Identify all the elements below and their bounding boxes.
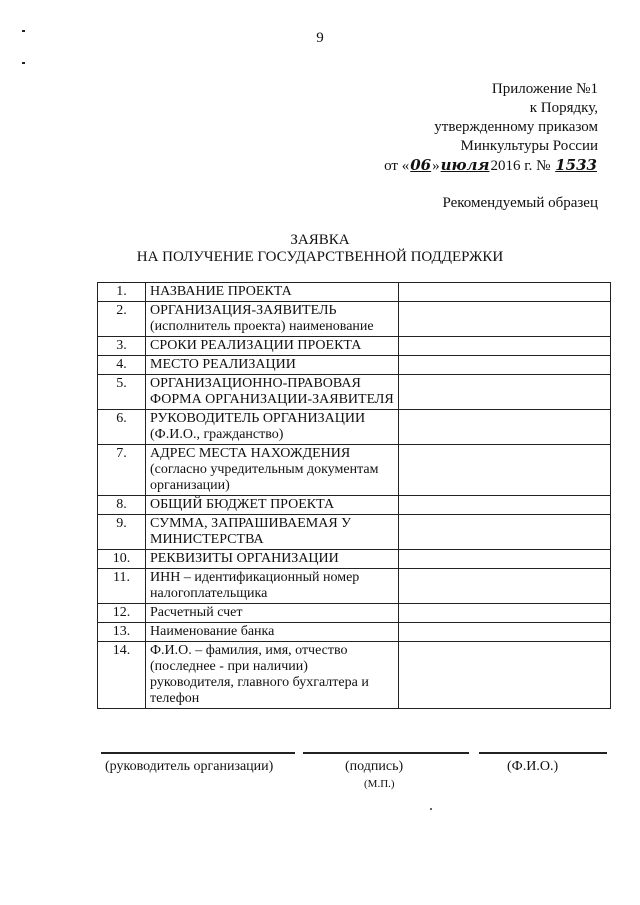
row-label-cell bbox=[146, 550, 399, 569]
row-number: 6. bbox=[98, 410, 146, 445]
table-row bbox=[98, 337, 611, 356]
title-line: ЗАЯВКА bbox=[290, 232, 350, 248]
table-row bbox=[98, 496, 611, 515]
appendix-line: Минкультуры России bbox=[460, 138, 598, 154]
table-row bbox=[98, 302, 611, 337]
row-sublabel: (исполнитель проекта) наименование bbox=[150, 319, 374, 334]
order-month-handwritten: июля bbox=[440, 156, 490, 174]
row-number: 11. bbox=[98, 569, 146, 604]
row-label-cell bbox=[146, 302, 399, 337]
order-line bbox=[384, 156, 598, 176]
order-number-handwritten: 1533 bbox=[555, 156, 597, 174]
order-prefix: от « bbox=[384, 158, 410, 174]
order-sep: » bbox=[432, 158, 440, 174]
row-label: Ф.И.О. – фамилия, имя, отчество (последнее - при наличии) руководителя, главного бухгалтера и телефон bbox=[150, 643, 369, 706]
row-value-field[interactable] bbox=[399, 623, 611, 642]
order-day-handwritten: 06 bbox=[410, 156, 432, 174]
page-number: 9 bbox=[316, 30, 324, 46]
row-label-cell bbox=[146, 410, 399, 445]
row-number: 14. bbox=[98, 642, 146, 709]
application-table bbox=[97, 282, 611, 709]
row-label-cell bbox=[146, 283, 399, 302]
row-label-cell bbox=[146, 375, 399, 410]
row-label: ОРГАНИЗАЦИОННО-ПРАВОВАЯ ФОРМА ОРГАНИЗАЦИИ-ЗАЯВИТЕЛЯ bbox=[150, 376, 394, 407]
seal-label: (М.П.) bbox=[364, 778, 395, 790]
row-label-cell bbox=[146, 623, 399, 642]
row-label: ОБЩИЙ БЮДЖЕТ ПРОЕКТА bbox=[150, 497, 335, 512]
table-row bbox=[98, 515, 611, 550]
order-year: 2016 г. № bbox=[490, 158, 551, 174]
table-row bbox=[98, 569, 611, 604]
row-label: РЕКВИЗИТЫ ОРГАНИЗАЦИИ bbox=[150, 551, 339, 566]
table-row bbox=[98, 410, 611, 445]
row-value-field[interactable] bbox=[399, 410, 611, 445]
row-value-field[interactable] bbox=[399, 496, 611, 515]
head-label: (руководитель организации) bbox=[105, 759, 274, 774]
row-label: ОРГАНИЗАЦИЯ-ЗАЯВИТЕЛЬ bbox=[150, 303, 337, 318]
scan-mark bbox=[22, 62, 25, 64]
row-value-field[interactable] bbox=[399, 283, 611, 302]
row-value-field[interactable] bbox=[399, 515, 611, 550]
row-label: СРОКИ РЕАЛИЗАЦИИ ПРОЕКТА bbox=[150, 338, 362, 353]
row-label: ИНН – идентификационный номер налогоплательщика bbox=[150, 570, 360, 601]
name-label: (Ф.И.О.) bbox=[507, 759, 559, 774]
table-row bbox=[98, 356, 611, 375]
row-label-cell bbox=[146, 496, 399, 515]
appendix-line: Приложение №1 bbox=[491, 81, 598, 97]
row-number: 12. bbox=[98, 604, 146, 623]
table-row bbox=[98, 283, 611, 302]
row-number: 10. bbox=[98, 550, 146, 569]
row-value-field[interactable] bbox=[399, 604, 611, 623]
row-value-field[interactable] bbox=[399, 569, 611, 604]
table-row bbox=[98, 550, 611, 569]
table-row bbox=[98, 623, 611, 642]
row-label-cell bbox=[146, 642, 399, 709]
row-label-cell bbox=[146, 337, 399, 356]
table-row bbox=[98, 604, 611, 623]
row-number: 2. bbox=[98, 302, 146, 337]
appendix-block bbox=[384, 80, 598, 176]
row-value-field[interactable] bbox=[399, 302, 611, 337]
row-number: 4. bbox=[98, 356, 146, 375]
row-number: 3. bbox=[98, 337, 146, 356]
row-label-cell bbox=[146, 445, 399, 496]
appendix-line: утвержденному приказом bbox=[434, 119, 598, 135]
row-label: СУММА, ЗАПРАШИВАЕМАЯ У МИНИСТЕРСТВА bbox=[150, 516, 352, 547]
form-title bbox=[0, 232, 640, 266]
row-label: РУКОВОДИТЕЛЬ ОРГАНИЗАЦИИ bbox=[150, 411, 366, 426]
row-label-cell bbox=[146, 356, 399, 375]
table-row bbox=[98, 445, 611, 496]
row-label: Наименование банка bbox=[150, 624, 275, 639]
head-signature-line bbox=[101, 752, 295, 754]
row-number: 8. bbox=[98, 496, 146, 515]
row-number: 9. bbox=[98, 515, 146, 550]
row-sublabel: (согласно учредительным документам организации) bbox=[150, 462, 379, 493]
sample-label: Рекомендуемый образец bbox=[442, 195, 598, 211]
row-number: 1. bbox=[98, 283, 146, 302]
signature-line bbox=[303, 752, 469, 754]
row-number: 5. bbox=[98, 375, 146, 410]
row-value-field[interactable] bbox=[399, 375, 611, 410]
row-value-field[interactable] bbox=[399, 550, 611, 569]
row-label: АДРЕС МЕСТА НАХОЖДЕНИЯ bbox=[150, 446, 351, 461]
row-value-field[interactable] bbox=[399, 642, 611, 709]
row-number: 13. bbox=[98, 623, 146, 642]
table-row bbox=[98, 642, 611, 709]
scan-dot bbox=[430, 808, 432, 810]
appendix-line: к Порядку, bbox=[529, 100, 598, 116]
title-line: НА ПОЛУЧЕНИЕ ГОСУДАРСТВЕННОЙ ПОДДЕРЖКИ bbox=[136, 249, 504, 265]
row-label-cell bbox=[146, 515, 399, 550]
row-label: МЕСТО РЕАЛИЗАЦИИ bbox=[150, 357, 296, 372]
row-label: Расчетный счет bbox=[150, 605, 243, 620]
row-sublabel: (Ф.И.О., гражданство) bbox=[150, 427, 284, 442]
row-label: НАЗВАНИЕ ПРОЕКТА bbox=[150, 284, 292, 299]
row-value-field[interactable] bbox=[399, 337, 611, 356]
signature-label: (подпись) bbox=[345, 759, 404, 774]
row-value-field[interactable] bbox=[399, 356, 611, 375]
row-number: 7. bbox=[98, 445, 146, 496]
row-label-cell bbox=[146, 604, 399, 623]
row-label-cell bbox=[146, 569, 399, 604]
row-value-field[interactable] bbox=[399, 445, 611, 496]
name-signature-line bbox=[479, 752, 607, 754]
table-row bbox=[98, 375, 611, 410]
